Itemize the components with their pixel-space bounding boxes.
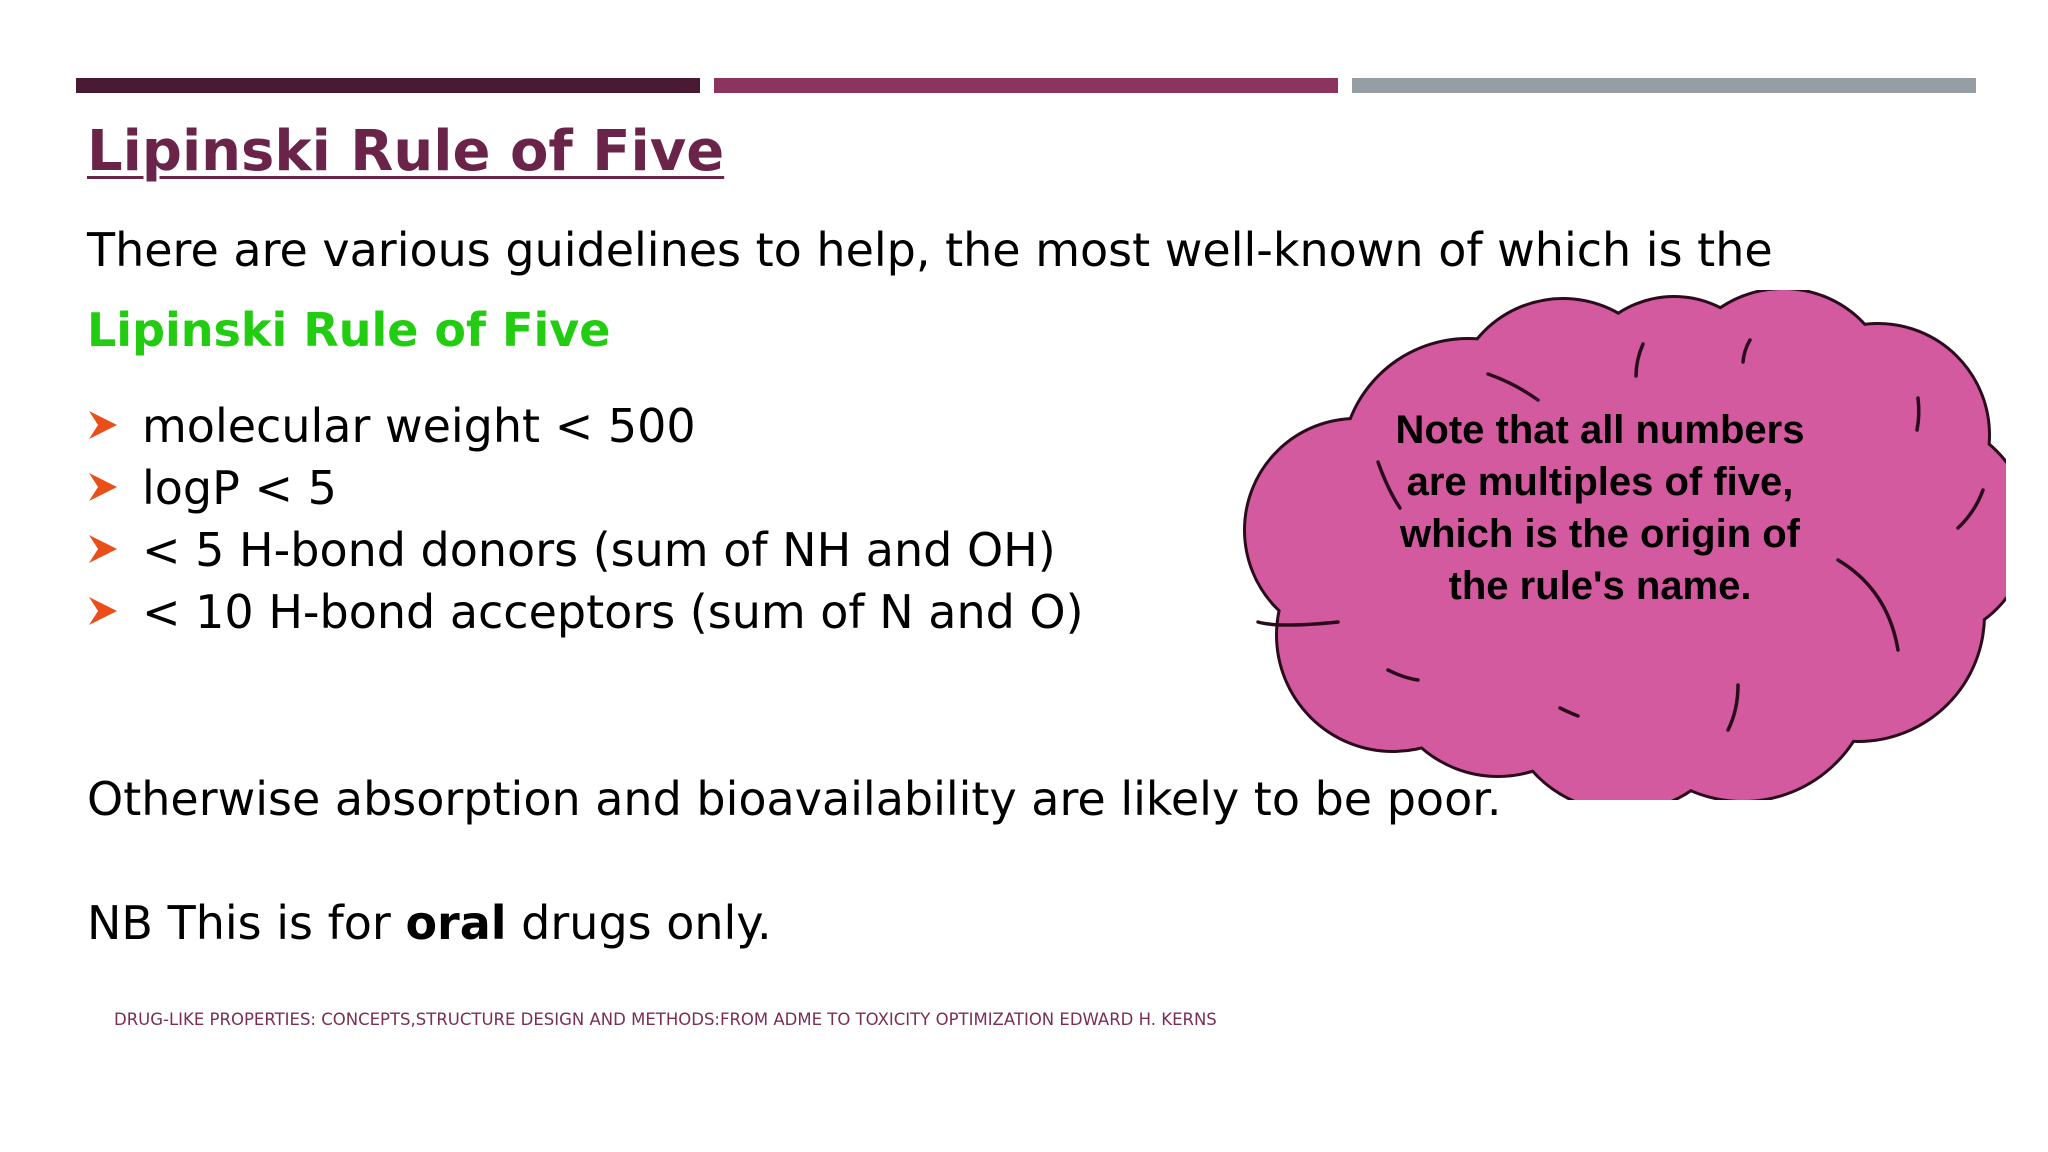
- rule-text: molecular weight < 500: [142, 399, 696, 453]
- intro-sentence: There are various guidelines to help, the most well-known of which is the: [87, 223, 1773, 277]
- nb-suffix: drugs only.: [506, 896, 772, 950]
- rule-item: [87, 457, 1084, 519]
- cloud-line-4: the rule's name.: [1448, 564, 1752, 608]
- highlight-term: Lipinski Rule of Five: [87, 303, 611, 357]
- cloud-line-2: are multiples of five,: [1406, 460, 1794, 504]
- source-citation: DRUG-LIKE PROPERTIES: CONCEPTS,STRUCTURE DESIGN AND METHODS:FROM ADME TO TOXICITY OPTIMIZATION EDWARD H. KERNS: [114, 1010, 1217, 1029]
- header-bar-mid: [714, 78, 1338, 93]
- slide-title: Lipinski Rule of Five: [87, 119, 725, 184]
- header-bar-dark: [76, 78, 700, 93]
- rule-item: [87, 395, 1084, 457]
- cloud-callout-text: [1340, 404, 1860, 612]
- rules-list: [87, 395, 1084, 643]
- rule-text: < 5 H-bond donors (sum of NH and OH): [142, 523, 1056, 577]
- rule-text: < 10 H-bond acceptors (sum of N and O): [142, 585, 1084, 639]
- arrowhead-bullet-icon: [87, 471, 119, 503]
- header-bar-gray: [1352, 78, 1976, 93]
- arrowhead-bullet-icon: [87, 409, 119, 441]
- rule-item: [87, 581, 1084, 643]
- arrowhead-bullet-icon: [87, 595, 119, 627]
- rule-item: [87, 519, 1084, 581]
- cloud-line-3: which is the origin of: [1400, 512, 1800, 556]
- nb-emphasis: oral: [405, 896, 507, 950]
- nb-prefix: NB This is for: [87, 896, 406, 950]
- rule-text: logP < 5: [142, 461, 337, 515]
- arrowhead-bullet-icon: [87, 533, 119, 565]
- cloud-line-1: Note that all numbers: [1395, 408, 1805, 452]
- absorption-note: Otherwise absorption and bioavailability are likely to be poor.: [87, 772, 1502, 826]
- oral-drugs-note: [87, 892, 772, 954]
